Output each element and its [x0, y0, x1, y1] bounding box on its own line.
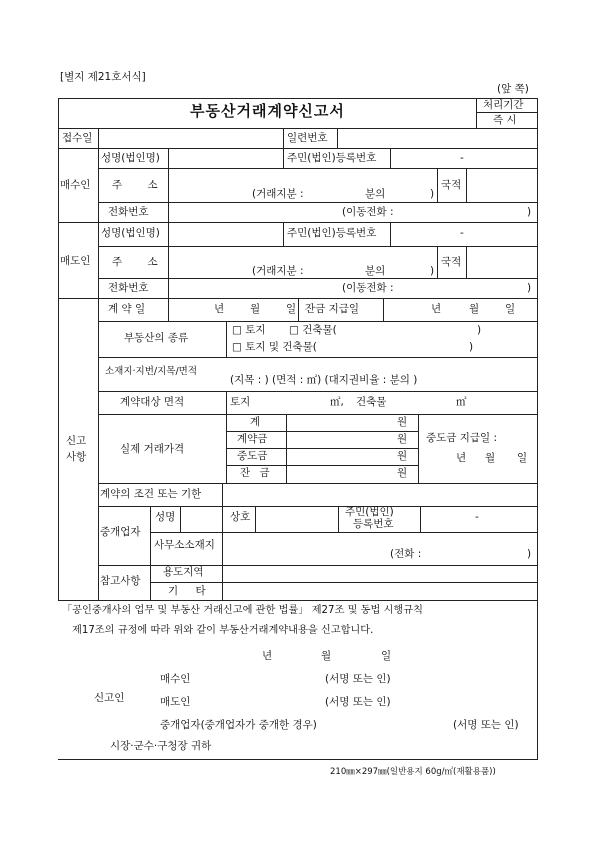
seller-id-dash: -: [460, 227, 464, 239]
col-line: [222, 506, 223, 565]
col-line: [390, 148, 391, 168]
contract-month: 월: [250, 303, 261, 315]
broker-name-label: 성명: [155, 511, 176, 523]
processing-label: 처리기간: [483, 99, 524, 111]
reporter-label: 신고인: [94, 692, 125, 704]
contract-year: 년: [214, 303, 225, 315]
row-line: [98, 357, 538, 358]
buyer-share-unit: 분의: [365, 188, 386, 200]
balance-year: 년: [431, 303, 442, 315]
seller-mobile-close: ): [527, 282, 532, 294]
price-total-label: 계: [250, 416, 261, 428]
col-line: [168, 222, 169, 246]
buyer-mobile-close: ): [527, 206, 532, 218]
reporter-broker: 중개업자(중개업자가 중개한 경우): [160, 719, 317, 731]
seller-id-label: 주민(법인)등록번호: [287, 227, 377, 239]
col-line: [226, 321, 227, 357]
reporter-buyer-sign: (서명 또는 인): [325, 673, 391, 685]
row-line: [226, 465, 418, 466]
seller-share-close: ): [430, 265, 435, 277]
broker-trade-label: 상호: [230, 511, 251, 523]
buyer-mobile-open: (이동전화 :: [342, 206, 394, 218]
interim-day: 일: [517, 452, 528, 464]
area-unit-land: ㎡,: [330, 396, 344, 408]
broker-id-label-2: 등록번호: [353, 518, 394, 530]
buyer-name-label: 성명(법인명): [101, 152, 160, 164]
reporter-broker-sign: (서명 또는 인): [453, 719, 519, 731]
buyer-nationality-label: 국적: [441, 179, 462, 191]
row-line: [98, 506, 538, 507]
balance-day: 일: [505, 303, 516, 315]
row-line: [150, 582, 538, 583]
price-deposit-unit: 원: [397, 433, 408, 445]
price-label: 실제 거래가격: [120, 443, 185, 455]
col-line: [168, 148, 169, 168]
reporter-seller-sign: (서명 또는 인): [325, 696, 391, 708]
option-land[interactable]: □ 토지: [232, 324, 266, 336]
col-line: [383, 298, 384, 321]
report-section-label-2: 사항: [66, 451, 87, 463]
col-line: [298, 298, 299, 321]
conditions-label: 계약의 조건 또는 기한: [100, 488, 202, 500]
area-label: 계약대상 면적: [120, 396, 185, 408]
row-line: [98, 414, 538, 415]
area-unit-building: ㎡: [456, 396, 467, 408]
contract-date-label: 계 약 일: [108, 303, 146, 315]
buyer-address-label: 주 소: [112, 179, 158, 191]
row-line: [98, 321, 538, 322]
col-line: [420, 506, 421, 532]
seller-address-label: 주 소: [112, 256, 158, 268]
processing-divider: [476, 112, 538, 113]
recipient: 시장·군수·구청장 귀하: [110, 740, 212, 752]
col-line: [98, 128, 99, 148]
price-balance-label: 잔 금: [240, 467, 270, 479]
price-interim-unit: 원: [397, 450, 408, 462]
report-section-label-1: 신고: [66, 435, 87, 447]
col-line: [168, 168, 169, 222]
option-land-and-building[interactable]: □ 토지 및 건축물(: [232, 341, 317, 353]
title-divider: [476, 98, 477, 128]
col-line: [466, 168, 467, 202]
receipt-date-label: 접수일: [62, 132, 93, 144]
row-line: [98, 278, 538, 279]
broker-id-dash: -: [475, 511, 479, 523]
seller-name-label: 성명(법인명): [101, 227, 160, 239]
col-line: [283, 222, 284, 246]
property-type-label: 부동산의 종류: [124, 332, 189, 344]
col-line: [437, 246, 438, 278]
col-line: [466, 246, 467, 278]
price-balance-unit: 원: [397, 467, 408, 479]
balance-date-label: 잔금 지급일: [305, 303, 360, 315]
col-line: [150, 506, 151, 565]
declaration-day: 일: [381, 650, 392, 662]
area-building: 건축물: [356, 396, 387, 408]
col-line: [222, 483, 223, 506]
col-line: [337, 128, 338, 148]
seller-phone-label: 전화번호: [108, 282, 149, 294]
broker-section-label: 중개업자: [100, 526, 141, 538]
price-interim-label: 중도금: [237, 450, 268, 462]
table-top-border: [58, 98, 538, 99]
area-land: 토지: [230, 396, 251, 408]
location-detail: (지목 : ) (면적 : ㎡) (대지권비율 : 분의 ): [230, 374, 418, 386]
table-left-border: [58, 98, 59, 600]
row-line: [58, 128, 538, 129]
declaration-line-1: 「공인중개사의 업무 및 부동산 거래신고에 관한 법률」 제27조 및 동법 시행규칙: [62, 605, 423, 616]
broker-phone-open: (전화 :: [390, 548, 422, 560]
col-line: [168, 298, 169, 321]
reference-other-label: 기 타: [168, 585, 206, 597]
col-line: [437, 168, 438, 202]
broker-phone-close: ): [527, 548, 532, 560]
reference-section-label: 참고사항: [100, 575, 141, 587]
buyer-share-open: (거래지분 :: [252, 188, 304, 200]
price-deposit-label: 계약금: [237, 433, 268, 445]
interim-date-label: 중도금 지급일 :: [426, 432, 498, 444]
seller-section-label: 매도인: [60, 255, 91, 267]
col-line: [390, 222, 391, 246]
row-line: [98, 391, 538, 392]
broker-id-label-1: 주민(법인): [345, 506, 394, 518]
reporter-buyer: 매수인: [160, 673, 191, 685]
broker-office-label: 사무소소재지: [154, 539, 215, 551]
row-line: [58, 222, 538, 223]
table-bottom-border: [58, 600, 538, 601]
col-line: [168, 246, 169, 298]
contract-day: 일: [286, 303, 297, 315]
option-building-close: ): [477, 324, 482, 336]
col-line: [283, 148, 284, 168]
row-line: [150, 532, 538, 533]
reporter-seller: 매도인: [160, 696, 191, 708]
table-right-border: [537, 98, 538, 760]
buyer-id-label: 주민(법인)등록번호: [287, 152, 377, 164]
location-label: 소재지·지번/지목/면적: [105, 366, 198, 377]
seller-mobile-open: (이동전화 :: [342, 282, 394, 294]
col-line: [180, 506, 181, 532]
seller-nationality-label: 국적: [441, 256, 462, 268]
buyer-share-close: ): [430, 188, 435, 200]
receipt-serial-label: 일련번호: [287, 132, 328, 144]
declaration-year: 년: [262, 650, 273, 662]
col-line: [98, 298, 99, 600]
col-line: [98, 148, 99, 222]
row-line: [226, 448, 418, 449]
buyer-phone-label: 전화번호: [108, 206, 149, 218]
form-bottom-border: [58, 759, 538, 760]
row-line: [98, 202, 538, 203]
buyer-section-label: 매수인: [60, 179, 91, 191]
option-building[interactable]: □ 건축물(: [289, 324, 337, 336]
row-line: [98, 246, 538, 247]
col-line: [226, 391, 227, 414]
declaration-month: 월: [321, 650, 332, 662]
col-line: [338, 506, 339, 532]
form-number: [별지 제21호서식]: [60, 71, 146, 83]
declaration-line-2: 제17조의 규정에 따라 위와 같이 부동산거래계약내용을 신고합니다.: [72, 625, 374, 636]
page-side: (앞 쪽): [497, 83, 529, 95]
buyer-id-dash: -: [460, 152, 464, 164]
row-line: [98, 168, 538, 169]
seller-share-open: (거래지분 :: [252, 265, 304, 277]
row-line: [98, 483, 538, 484]
col-line: [283, 128, 284, 148]
seller-share-unit: 분의: [365, 265, 386, 277]
option-both-close: ): [469, 341, 474, 353]
col-line: [255, 506, 256, 532]
page-title: 부동산거래계약신고서: [190, 102, 345, 120]
reference-zone-label: 용도지역: [163, 566, 204, 578]
interim-month: 월: [485, 452, 496, 464]
paper-spec: 210㎜×297㎜(일반용지 60g/㎡(재활용품)): [330, 767, 496, 777]
price-total-unit: 원: [397, 416, 408, 428]
interim-year: 년: [456, 452, 467, 464]
col-line: [418, 414, 419, 483]
row-line: [226, 431, 418, 432]
row-line: [58, 148, 538, 149]
processing-value: 즉 시: [493, 114, 517, 126]
col-line: [98, 222, 99, 298]
balance-month: 월: [469, 303, 480, 315]
